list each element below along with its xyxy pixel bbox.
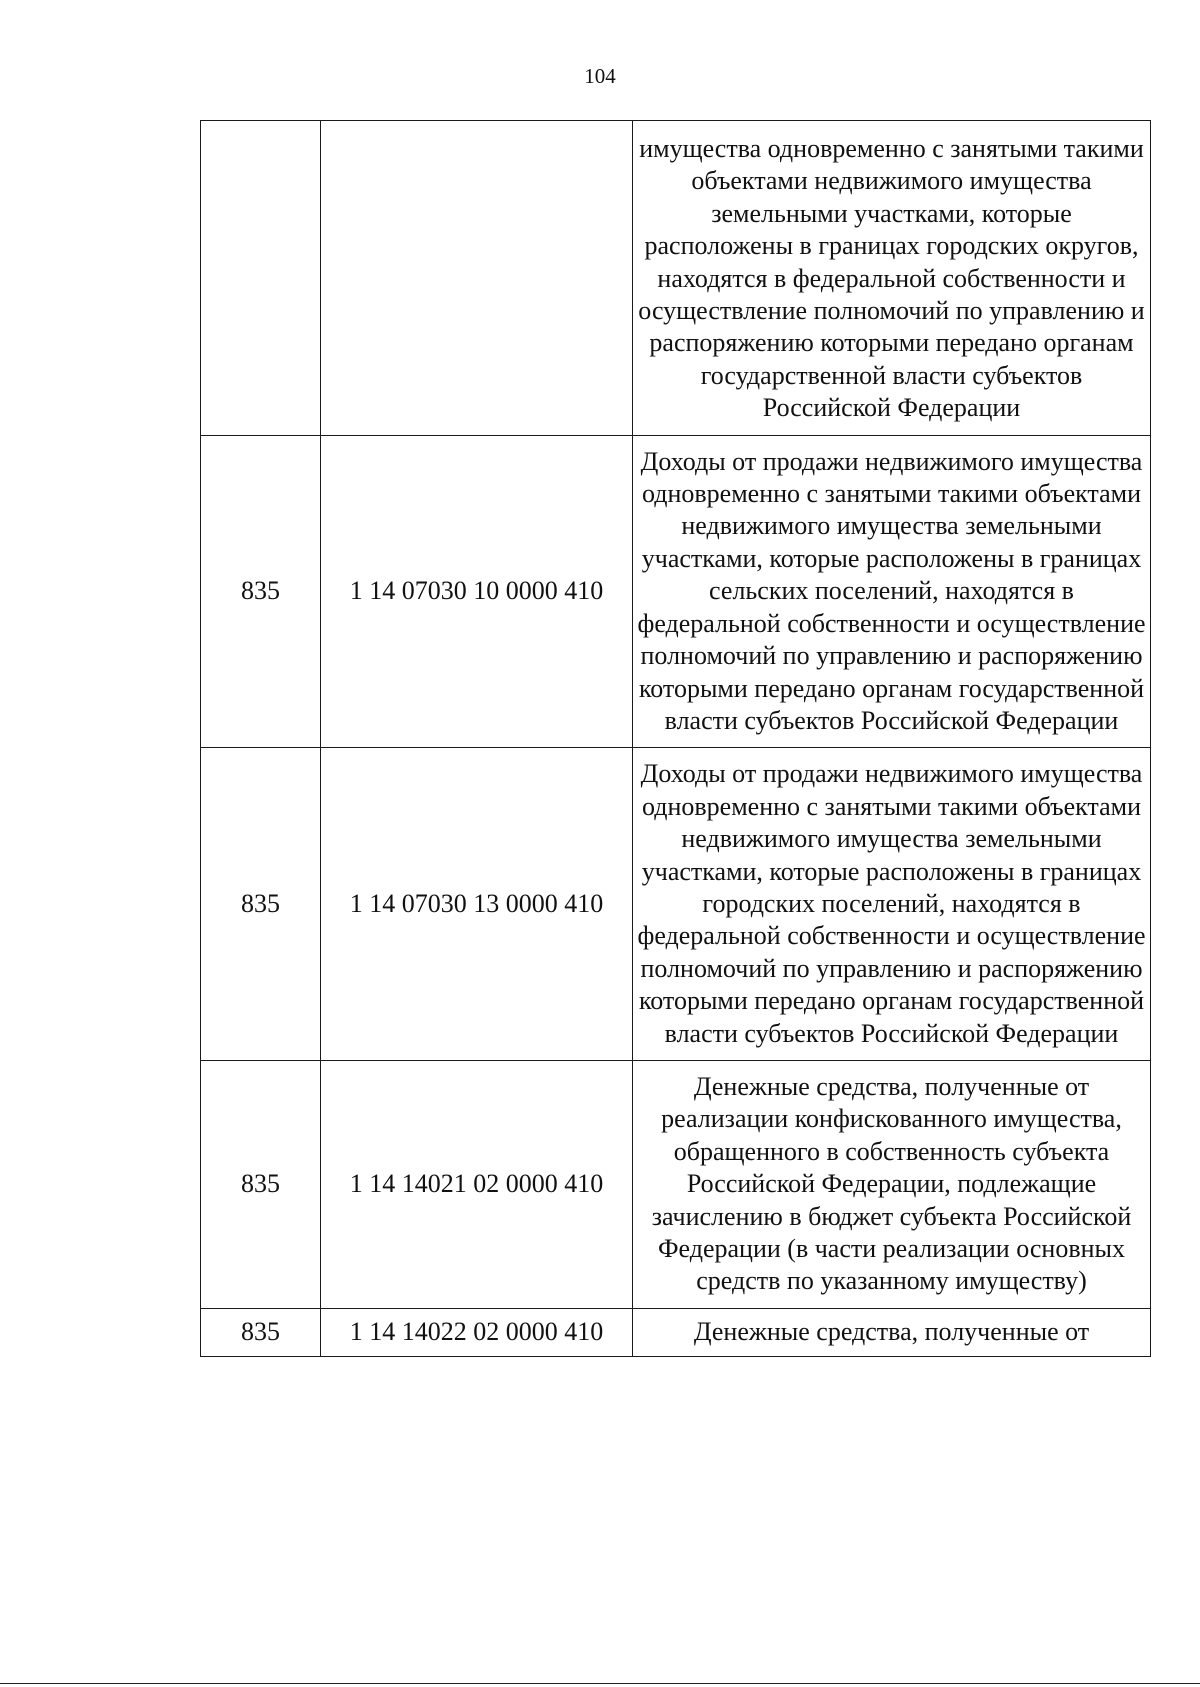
table-row (201, 748, 1151, 1061)
page-number: 104 (584, 64, 616, 88)
admin-code-cell: 835 (201, 748, 321, 1061)
table-row (201, 435, 1151, 748)
admin-code-cell: 835 (201, 435, 321, 748)
admin-code-cell: 835 (201, 1308, 321, 1356)
budget-code-cell: 1 14 07030 13 0000 410 (321, 748, 633, 1061)
budget-code-cell: 1 14 07030 10 0000 410 (321, 435, 633, 748)
admin-code-cell: 835 (201, 1060, 321, 1308)
budget-code-cell: 1 14 14022 02 0000 410 (321, 1308, 633, 1356)
budget-code-cell: 1 14 14021 02 0000 410 (321, 1060, 633, 1308)
revenue-codes-table (200, 120, 1151, 1357)
revenue-name-cell: Доходы от продажи недвижимого имущества одновременно с занятыми такими объектами недвижимого имущества земельными участками, которые расположены в границах городских поселений, находятся в федеральной собственности и осуществление полномочий по управлению и распоряжению которыми передано органам государственной власти субъектов Российской Федерации (633, 748, 1151, 1061)
budget-code-cell (321, 121, 633, 436)
revenue-name-cell: Денежные средства, полученные от (633, 1308, 1151, 1356)
revenue-name-cell: имущества одновременно с занятыми такими объектами недвижимого имущества земельными участками, которые расположены в границах городских округов, находятся в федеральной собственности и осуществление полномочий по управлению и распоряжению которыми передано органам государственной власти субъектов Российской Федерации (633, 121, 1151, 436)
revenue-name-cell: Денежные средства, полученные от реализации конфискованного имущества, обращенного в собственность субъекта Российской Федерации, подлежащие зачислению в бюджет субъекта Российской Федерации (в части реализации основных средств по указанному имуществу) (633, 1060, 1151, 1308)
revenue-name-cell: Доходы от продажи недвижимого имущества одновременно с занятыми такими объектами недвижимого имущества земельными участками, которые расположены в границах сельских поселений, находятся в федеральной собственности и осуществление полномочий по управлению и распоряжению которыми передано органам государственной власти субъектов Российской Федерации (633, 435, 1151, 748)
table-row (201, 121, 1151, 436)
bottom-rule (0, 1683, 1200, 1684)
admin-code-cell (201, 121, 321, 436)
table-row (201, 1308, 1151, 1356)
table-row (201, 1060, 1151, 1308)
